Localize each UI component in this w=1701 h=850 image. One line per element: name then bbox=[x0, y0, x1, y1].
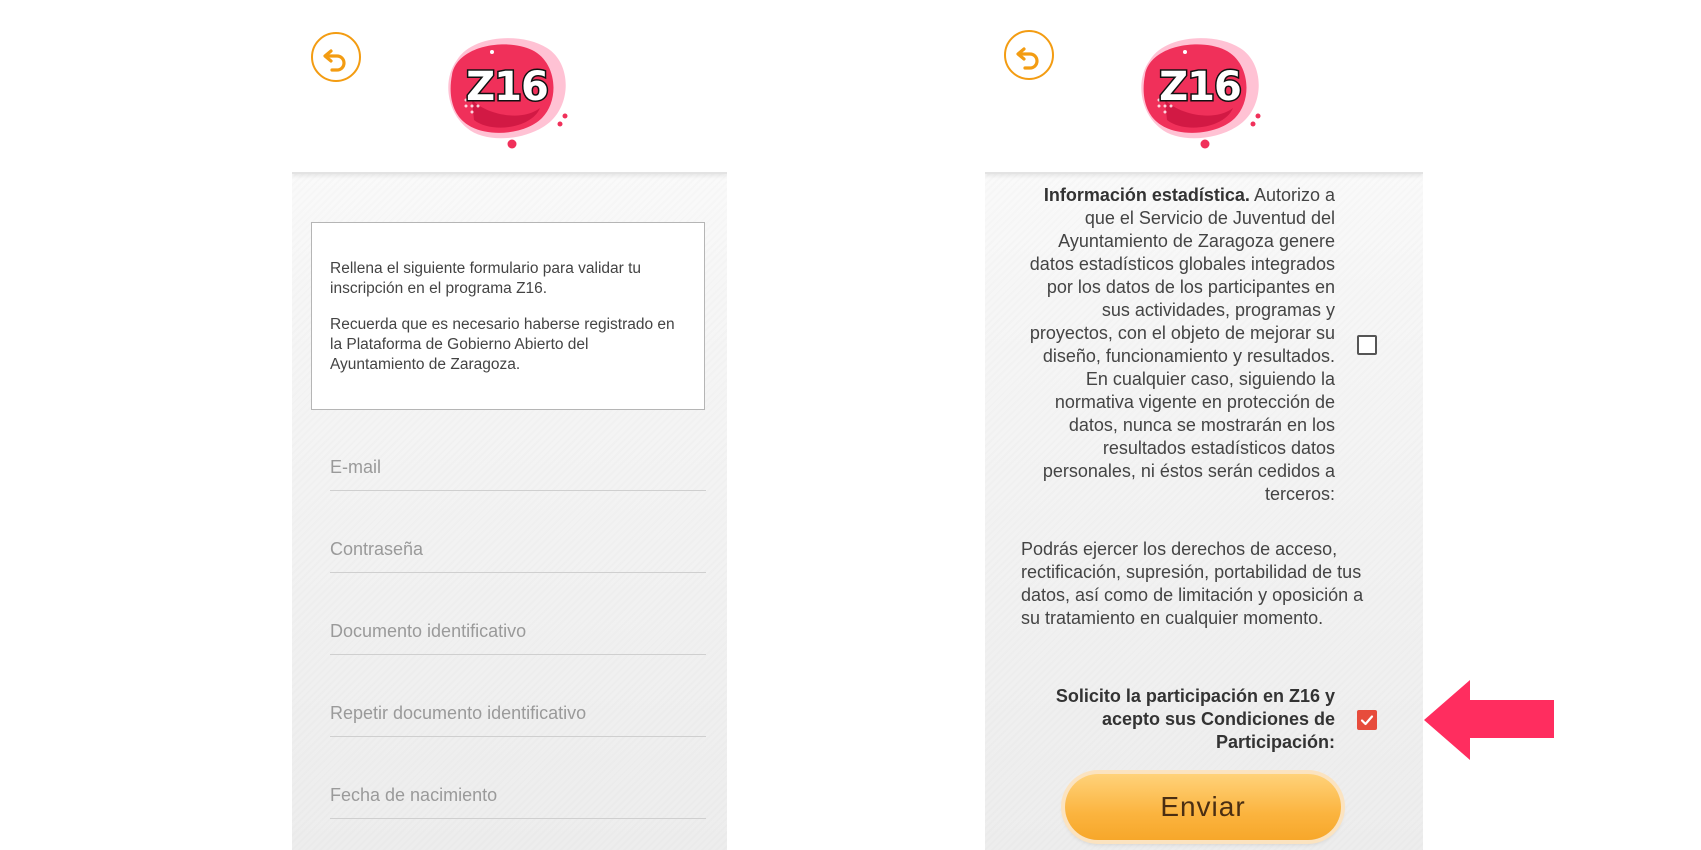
check-icon bbox=[1359, 712, 1375, 728]
consent-screen bbox=[985, 0, 1423, 850]
statistics-heading: Información estadística. bbox=[1043, 185, 1250, 205]
back-button[interactable] bbox=[1004, 30, 1054, 80]
registration-form-screen bbox=[292, 0, 727, 850]
undo-arrow-icon bbox=[321, 42, 351, 72]
logo-text: Z16 bbox=[466, 64, 548, 110]
z16-logo bbox=[1125, 30, 1275, 150]
participation-consent-text: Solicito la participación en Z16 y acepto sus Condiciones de Participación: bbox=[1055, 686, 1335, 752]
statistics-checkbox[interactable] bbox=[1357, 335, 1377, 355]
password-input[interactable]: Contraseña bbox=[330, 533, 706, 573]
back-button[interactable] bbox=[311, 32, 361, 82]
email-input[interactable]: E-mail bbox=[330, 451, 706, 491]
statistics-body: Autorizo a que el Servicio de Juventud del Ayuntamiento de Zaragoza genere datos estadísticos globales integrados por los datos de los participantes en sus actividades, programas y proyectos, con el objeto de mejorar su diseño, funcionamiento y resultados. En cualquier caso, siguiendo la normativa vigente en protección de datos, nunca se mostrarán en los resultados estadísticos datos personales, ni éstos serán cedidos a terceros: bbox=[1029, 185, 1335, 504]
statistics-consent-text bbox=[1021, 184, 1335, 506]
z16-logo bbox=[432, 30, 582, 150]
undo-arrow-icon bbox=[1014, 40, 1044, 70]
repeat-document-input[interactable]: Repetir documento identificativo bbox=[330, 697, 706, 737]
participation-checkbox[interactable] bbox=[1357, 710, 1377, 730]
app-header bbox=[292, 0, 727, 174]
pointer-arrow-icon bbox=[1424, 680, 1554, 760]
logo-text: Z16 bbox=[1159, 64, 1241, 110]
rights-text: Podrás ejercer los derechos de acceso, rectificación, supresión, portabilidad de tus datos, así como de limitación y oposición a su tratamiento en cualquier momento. bbox=[1021, 539, 1364, 628]
info-paragraph: Rellena el siguiente formulario para validar tu inscripción en el programa Z16. bbox=[330, 260, 642, 297]
document-input[interactable]: Documento identificativo bbox=[330, 615, 706, 655]
birthdate-input[interactable]: Fecha de nacimiento bbox=[330, 779, 706, 819]
info-box bbox=[311, 222, 705, 410]
info-paragraph: Recuerda que es necesario haberse registrado en la Plataforma de Gobierno Abierto del Ayuntamiento de Zaragoza. bbox=[330, 316, 675, 373]
app-header bbox=[985, 0, 1423, 174]
send-button[interactable]: Enviar bbox=[1065, 774, 1341, 840]
